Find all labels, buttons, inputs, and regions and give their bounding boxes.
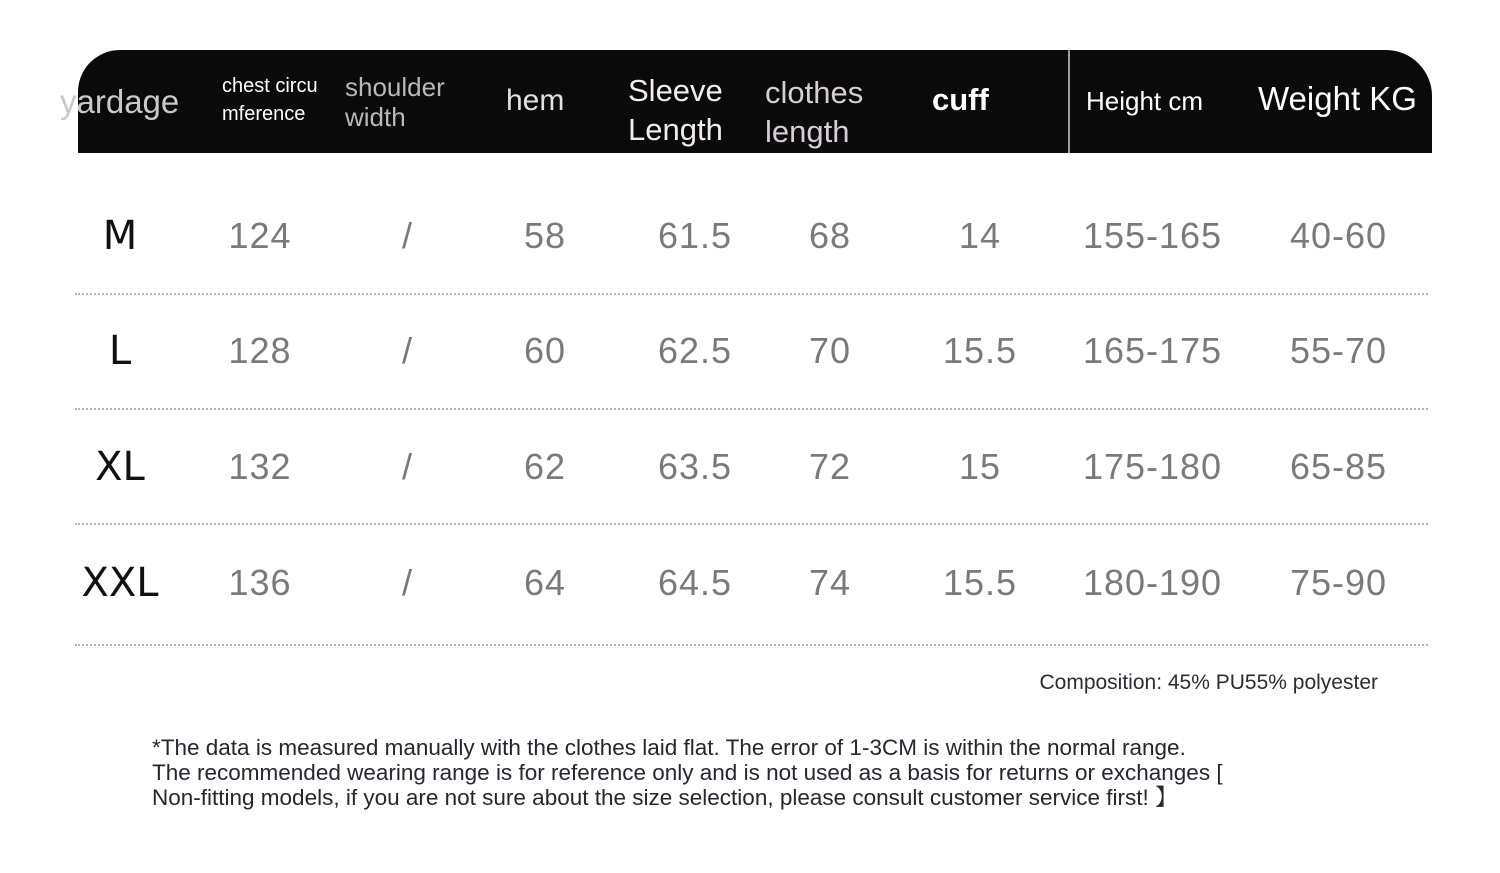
cuff-value: 15.5 <box>942 562 1018 603</box>
size-label: XL <box>95 444 145 490</box>
weight-range-value: 40-60 <box>1289 215 1388 256</box>
column-header-shoulder-width: shoulder width <box>345 72 445 133</box>
chest-value: 136 <box>228 562 292 603</box>
shoulder-value: / <box>401 562 413 603</box>
sleeve-value: 64.5 <box>657 562 733 603</box>
shoulder-value: / <box>401 215 413 256</box>
size-label: M <box>102 213 138 259</box>
clothes-value: 72 <box>808 446 852 487</box>
column-header-cuff: cuff <box>932 82 989 117</box>
table-row-m <box>75 204 1432 268</box>
sleeve-value: 61.5 <box>657 215 733 256</box>
disclaimer-line-1: *The data is measured manually with the clothes laid flat. The error of 1-3CM is within the normal range. <box>152 735 1186 760</box>
disclaimer-line-2: The recommended wearing range is for reference only and is not used as a basis for returns or exchanges [ <box>152 759 1223 785</box>
clothes-value: 74 <box>808 562 852 603</box>
height-range-value: 180-190 <box>1082 562 1223 603</box>
weight-range-value: 75-90 <box>1289 562 1388 603</box>
hem-value: 64 <box>523 562 567 603</box>
row-separator <box>75 523 1428 525</box>
column-header-height: Height cm <box>1086 86 1204 116</box>
cuff-value: 15 <box>958 446 1002 487</box>
header-divider <box>1068 50 1070 153</box>
composition-note: Composition: 45% PU55% polyester <box>1039 671 1378 694</box>
row-separator <box>75 293 1428 295</box>
chest-value: 128 <box>228 330 292 371</box>
hem-value: 60 <box>523 330 567 371</box>
clothes-value: 70 <box>808 330 852 371</box>
column-header-clothes-length: clothes length <box>765 75 864 150</box>
column-header-hem: hem <box>506 84 565 117</box>
measurement-disclaimer <box>152 736 1223 810</box>
shoulder-value: / <box>401 330 413 371</box>
hem-value: 58 <box>523 215 567 256</box>
table-row-xxl <box>75 551 1432 615</box>
sleeve-value: 63.5 <box>657 446 733 487</box>
column-header-chest-circumference: chest circumference <box>222 75 318 126</box>
chest-value: 132 <box>228 446 292 487</box>
cuff-value: 15.5 <box>942 330 1018 371</box>
row-separator <box>75 408 1428 410</box>
chest-value: 124 <box>228 215 292 256</box>
size-label: XXL <box>81 560 159 606</box>
height-range-value: 175-180 <box>1082 446 1223 487</box>
clothes-value: 68 <box>808 215 852 256</box>
weight-range-value: 55-70 <box>1289 330 1388 371</box>
height-range-value: 165-175 <box>1082 330 1223 371</box>
table-row-l <box>75 319 1432 383</box>
table-row-xl <box>75 435 1432 499</box>
height-range-value: 155-165 <box>1082 215 1223 256</box>
disclaimer-line-3: Non-fitting models, if you are not sure about the size selection, please consult customer service first! 】 <box>152 784 1178 810</box>
column-header-yardage: yardage <box>60 83 180 120</box>
shoulder-value: / <box>401 446 413 487</box>
weight-range-value: 65-85 <box>1289 446 1388 487</box>
hem-value: 62 <box>523 446 567 487</box>
column-header-weight: Weight KG <box>1258 80 1417 117</box>
column-header-sleeve-length: Sleeve Length <box>628 73 723 148</box>
row-separator <box>75 644 1428 646</box>
cuff-value: 14 <box>958 215 1002 256</box>
sleeve-value: 62.5 <box>657 330 733 371</box>
size-label: L <box>108 328 132 374</box>
